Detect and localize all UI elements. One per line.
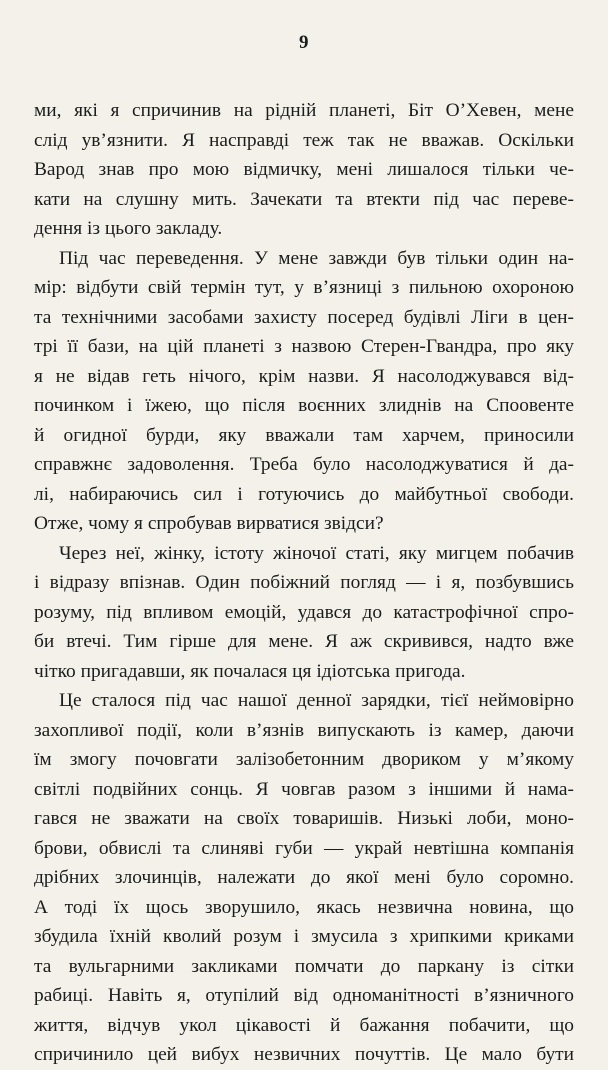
paragraph — [34, 96, 574, 244]
text-line: Отже, чому я спробував вирватися звідси? — [34, 513, 384, 534]
text-line: кати на слушну мить. Зачекати та втекти під час переве- — [34, 188, 574, 210]
text-line: Під час переведення. У мене завжди був тільки один на- — [59, 247, 574, 269]
text-line: справжнє задоволення. Треба було насолоджуватися й да- — [34, 454, 574, 475]
text-line: дення із цього закладу. — [34, 218, 223, 239]
text-line: гався не зважати на своїх товаришів. Низькі лоби, моно- — [34, 808, 574, 829]
text-line: світлі подвійних сонць. Я човгав разом з іншими й нама- — [34, 778, 574, 800]
text-line: би втечі. Тим гірше для мене. Я аж скривився, надто вже — [34, 631, 574, 652]
text-line: збудила їхній кволий розум і змусила з хрипкими криками — [34, 926, 574, 947]
text-line: й огидної бурди, яку вважали там харчем, приносили — [34, 424, 574, 446]
text-line: слід ув’язнити. Я насправді теж так не вважав. Оскільки — [34, 129, 574, 151]
text-line: починком і їжею, що після воєнних злиднів на Споовенте — [34, 395, 574, 416]
text-line: спричинило цей вибух незвичних почуттів. Це мало бути — [34, 1044, 574, 1065]
text-line: чітко пригадавши, як почалася ця ідіотська пригода. — [34, 660, 466, 682]
text-line: Це сталося під час нашої денної зарядки, тієї неймовірно — [59, 690, 574, 711]
text-line: захопливої події, коли в’язнів випускають із камер, даючи — [34, 719, 574, 741]
text-line: ми, які я спричинив на рідній планеті, Біт О’Хевен, мене — [34, 100, 574, 121]
text-line: мір: відбути свій термін тут, у в’язниці з пильною охороною — [34, 277, 574, 298]
text-line: А тоді їх щось зворушило, якась незвична новина, що — [34, 896, 574, 918]
text-line: та технічними засобами захисту посеред будівлі Ліги в цен- — [34, 306, 574, 328]
text-line: рабиці. Навіть я, отупілий від одноманітності в’язничного — [34, 985, 574, 1006]
paragraph — [34, 539, 574, 687]
text-line: розуму, під впливом емоцій, удався до катастрофічної спро- — [34, 601, 574, 623]
text-line: лі, набираючись сил і готуючись до майбутньої свободи. — [34, 483, 574, 505]
text-line: і відразу впізнав. Один побіжний погляд — і я, позбувшись — [34, 572, 574, 593]
text-line: я не відав геть нічого, крім назви. Я насолоджувався від- — [34, 365, 574, 387]
paragraph — [34, 244, 574, 539]
text-line: життя, відчув укол цікавості й бажання побачити, що — [34, 1014, 574, 1036]
text-body — [34, 96, 574, 1070]
page-number: 9 — [299, 32, 309, 53]
text-line: дрібних злочинців, належати до якої мені було соромно. — [34, 867, 574, 888]
text-line: та вульгарними закликами помчати до паркану із сітки — [34, 955, 574, 977]
text-line: Варод знав про мою відмичку, мені лишалося тільки че- — [34, 159, 574, 180]
paragraph — [34, 686, 574, 1070]
text-line: трі її бази, на цій планеті з назвою Стерен-Гвандра, про яку — [34, 336, 574, 357]
text-line: брови, обвислі та слиняві губи — украй невтішна компанія — [34, 837, 574, 859]
text-line: Через неї, жінку, істоту жіночої статі, яку мигцем побачив — [59, 542, 574, 564]
text-line: їм змогу почовгати залізобетонним двориком у м’якому — [34, 749, 574, 770]
